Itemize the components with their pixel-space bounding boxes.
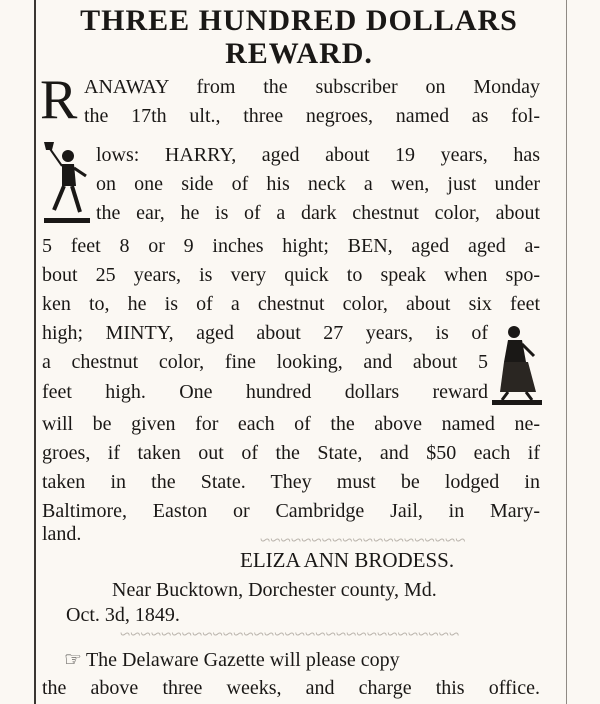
body-line: 5 feet 8 or 9 inches hight; BEN, aged aged a- xyxy=(42,235,540,257)
body-line: ANAWAY from the subscriber on Monday xyxy=(84,76,540,98)
body-line: a chestnut color, fine looking, and about 5 xyxy=(42,351,488,373)
runaway-man-icon xyxy=(42,140,92,230)
body-line: the ear, he is of a dark chestnut color, about xyxy=(96,202,540,224)
body-line: Baltimore, Easton or Cambridge Jail, in Mary- xyxy=(42,500,540,522)
show-through-decoration: ~~~~~~~~~~~~~~~~~~~~~~~~~~~~~~~~~ xyxy=(120,623,460,644)
body-line: ken to, he is of a chestnut color, about six feet xyxy=(42,293,540,315)
headline-line-1: THREE HUNDRED DOLLARS xyxy=(80,4,518,37)
body-line: bout 25 years, is very quick to speak when spo- xyxy=(42,264,540,286)
right-column-rule xyxy=(566,0,567,704)
body-line: taken in the State. They must be lodged in xyxy=(42,471,540,493)
body-line: land. xyxy=(42,523,82,545)
show-through-decoration: ~~~~~~~~~~~~~~~~~~~~ xyxy=(260,529,466,550)
body-line: high; MINTY, aged about 27 years, is of xyxy=(42,322,488,344)
pointing-hand-icon: ☞ xyxy=(64,649,82,671)
body-line: feet high. One hundred dollars reward xyxy=(42,381,488,403)
body-line: the 17th ult., three negroes, named as fol- xyxy=(84,105,540,127)
signature-date: Oct. 3d, 1849. xyxy=(66,604,180,626)
left-column-rule xyxy=(34,0,36,704)
signature-location: Near Bucktown, Dorchester county, Md. xyxy=(112,579,437,601)
drop-cap: R xyxy=(40,69,78,131)
body-line: will be given for each of the above named ne- xyxy=(42,413,540,435)
gazette-notice-text-1: The Delaware Gazette will please copy xyxy=(85,649,400,671)
body-line: lows: HARRY, aged about 19 years, has xyxy=(96,144,540,166)
runaway-woman-icon xyxy=(492,322,542,408)
body-line: groes, if taken out of the State, and $50 each if xyxy=(42,442,540,464)
gazette-notice-line-1 xyxy=(64,648,542,672)
body-line: on one side of his neck a wen, just under xyxy=(96,173,540,195)
headline-line-2: REWARD. xyxy=(225,37,373,70)
signature-name: ELIZA ANN BRODESS. xyxy=(240,548,455,572)
gazette-notice-line-2: the above three weeks, and charge this office. xyxy=(42,677,540,699)
